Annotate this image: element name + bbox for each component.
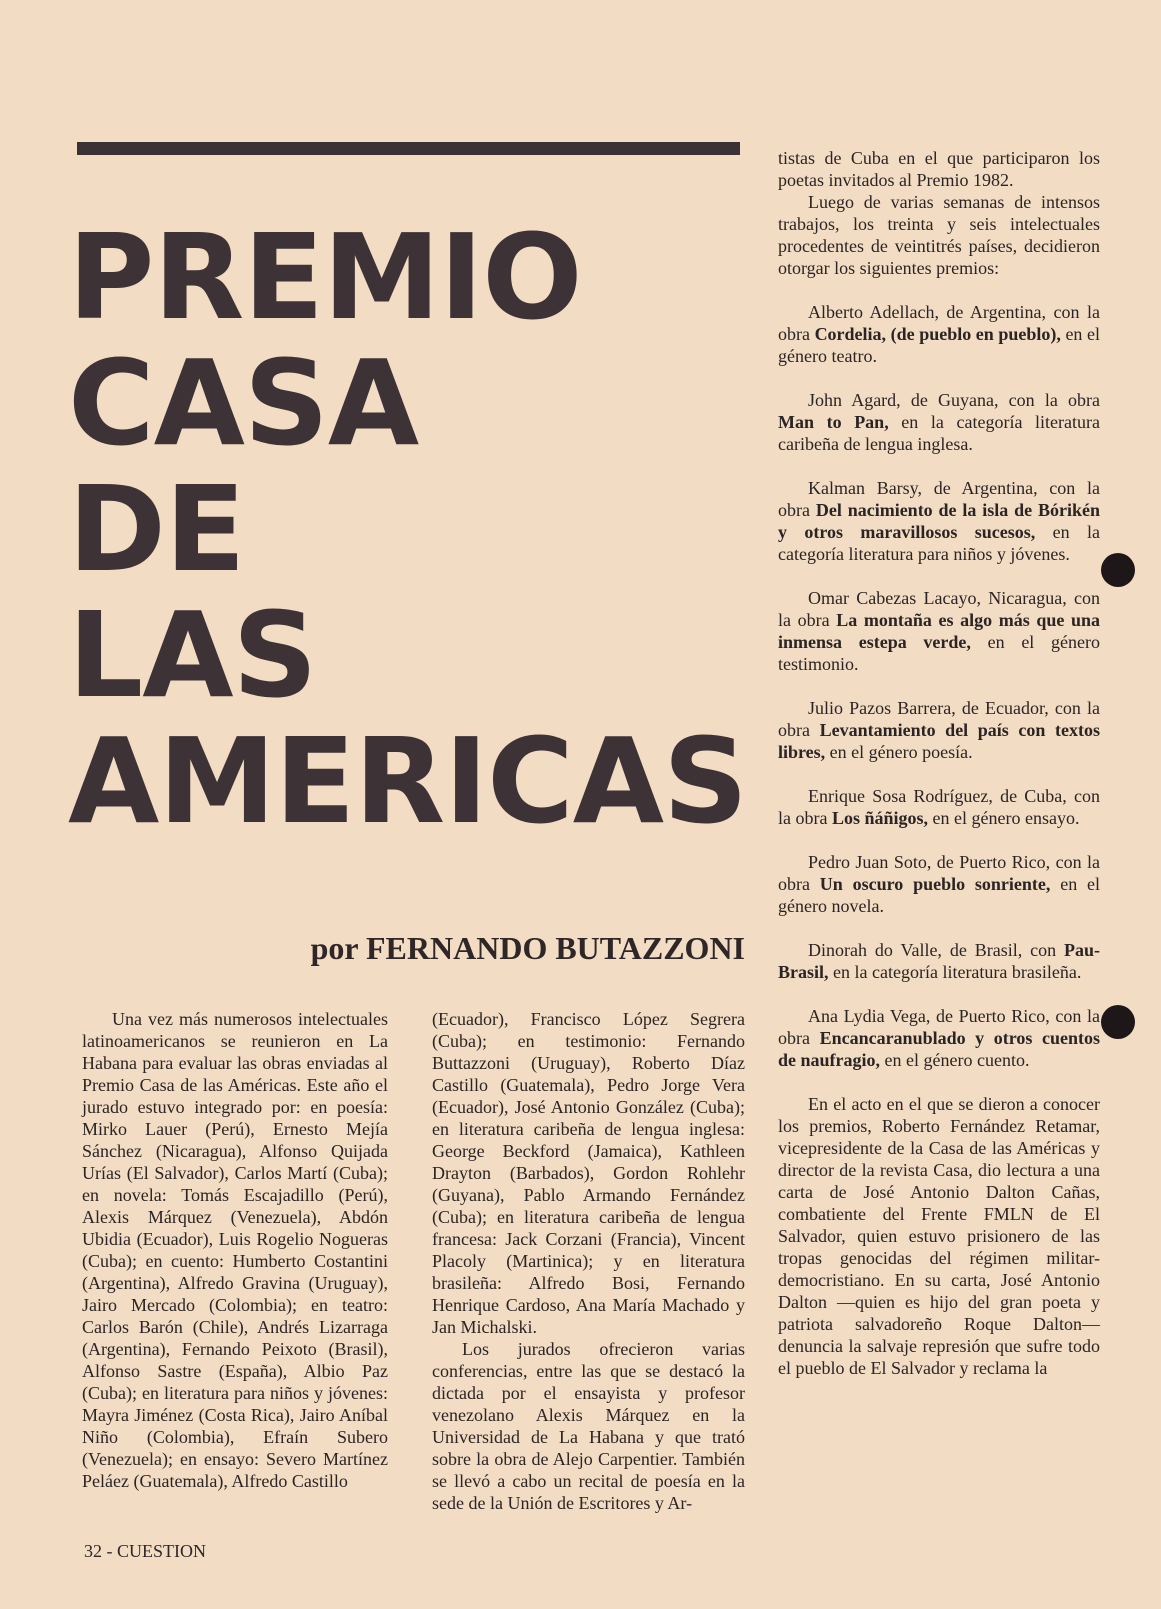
award-entry: [778, 697, 1100, 763]
award-entry: [778, 301, 1100, 367]
award-work: Pau-Brasil,: [778, 940, 1100, 982]
award-entry: [778, 1005, 1100, 1071]
award-entry: [778, 785, 1100, 829]
award-work: Man to Pan,: [778, 412, 889, 432]
award-lead: John Agard, de Guyana, con la obra: [808, 390, 1100, 410]
paragraph: En el acto en el que se dieron a conocer los premios, Roberto Fernández Retamar, vicepresidente de la Casa de las Américas y director de la revista Casa, dio lectura a una carta de José Antonio Dalton Cañas, combatiente del Frente FMLN de El Salvador, quien estuvo prisionero de las tropas genocidas del régimen militar-democristiano. En su carta, José Antonio Dalton —quien es hijo del gran poeta y patriota salvadoreño Roque Dalton— denuncia la salvaje represión que sufre todo el pueblo de El Salvador y reclama la: [778, 1094, 1100, 1378]
title-line: AMERICAS: [68, 712, 748, 850]
award-category: en el género novela.: [778, 874, 1100, 916]
award-work: La montaña es algo más que una inmensa estepa verde,: [778, 610, 1100, 652]
binder-hole-dot: [1101, 1005, 1135, 1039]
award-lead: Alberto Adellach, de Argentina, con la obra: [778, 302, 1100, 344]
award-category: en el género cuento.: [880, 1050, 1030, 1070]
paragraph: Una vez más numerosos intelectuales latinoamericanos se reunieron en La Habana para evaluar las obras enviadas al Premio Casa de las Américas. Este año el jurado estuvo integrado por: en poesía: Mirko Lauer (Perú), Ernesto Mejía Sánchez (Nicaragua), Alfonso Quijada Urías (El Salvador), Carlos Martí (Cuba); en novela: Tomás Escajadillo (Perú), Alexis Márquez (Venezuela), Abdón Ubidia (Ecuador), Luis Rogelio Nogueras (Cuba); en cuento: Humberto Costantini (Argentina), Alfredo Gravina (Uruguay), Jairo Mercado (Colombia); en teatro: Carlos Barón (Chile), Andrés Lizarraga (Argentina), Fernando Peixoto (Brasil), Alfonso Sastre (España), Albio Paz (Cuba); en literatura para niños y jóvenes: Mayra Jiménez (Costa Rica), Jairo Aníbal Niño (Colombia), Efraín Subero (Venezuela); en ensayo: Severo Martínez Peláez (Guatemala), Alfredo Castillo: [82, 1009, 388, 1491]
paragraph: Los jurados ofrecieron varias conferencias, entre las que se destacó la dictada por el ensayista y profesor venezolano Alexis Márquez en la Universidad de La Habana y que trató sobre la obra de Alejo Carpentier. También se llevó a cabo un recital de poesía en la sede de la Unión de Escritores y Ar-: [432, 1339, 745, 1513]
award-category: en la categoría literatura brasileña.: [828, 962, 1082, 982]
title-line: LAS: [68, 586, 317, 724]
page-footer: 32 - CUESTION: [84, 1541, 206, 1561]
award-work: Encancaranublado y otros cuentos de naufragio,: [778, 1028, 1100, 1070]
award-work: Levantamiento del país con textos libres,: [778, 720, 1100, 762]
award-category: en el género ensayo.: [928, 808, 1080, 828]
paragraph: (Ecuador), Francisco López Segrera (Cuba); en testimonio: Fernando Buttazzoni (Uruguay), Roberto Díaz Castillo (Guatemala), Pedro Jorge Vera (Ecuador), José Antonio González (Cuba); en literatura caribeña de lengua inglesa: George Beckford (Jamaica), Kathleen Drayton (Barbados), Gordon Rohlehr (Guyana), Pablo Armando Fernández (Cuba); en literatura caribeña de lengua francesa: Jack Corzani (Francia), Vincent Placoly (Martinica); y en literatura brasileña: Alfredo Bosi, Fernando Henrique Cardoso, Ana María Machado y Jan Michalski.: [432, 1009, 745, 1337]
title-line: PREMIO: [68, 208, 582, 346]
paragraph: tistas de Cuba en el que participaron los poetas invitados al Premio 1982.: [778, 148, 1100, 190]
award-category: en el género testimonio.: [778, 632, 1100, 674]
binder-hole-dot: [1101, 553, 1135, 587]
title-rule: [77, 142, 740, 155]
award-work: Cordelia, (de pueblo en pueblo),: [814, 324, 1061, 344]
award-category: en la categoría literatura para niños y jóvenes.: [778, 522, 1100, 564]
award-work: Del nacimiento de la isla de Bórikén y otros maravillosos sucesos,: [778, 500, 1100, 542]
paragraph: Luego de varias semanas de intensos trabajos, los treinta y seis intelectuales procedentes de veintitrés países, decidieron otorgar los siguientes premios:: [778, 192, 1100, 278]
award-entry: [778, 389, 1100, 455]
award-entry: [778, 477, 1100, 565]
award-category: en el género teatro.: [778, 324, 1100, 366]
award-lead: Ana Lydia Vega, de Puerto Rico, con la obra: [778, 1006, 1100, 1048]
award-work: Los ñáñigos,: [831, 808, 929, 828]
column-1: [82, 1008, 388, 1492]
award-lead: Pedro Juan Soto, de Puerto Rico, con la obra: [778, 852, 1100, 894]
award-entry: [778, 587, 1100, 675]
award-entry: [778, 939, 1100, 983]
column-3: [778, 147, 1100, 1379]
title-line: CASA: [68, 334, 419, 472]
author-byline: por FERNANDO BUTAZZONI: [310, 930, 745, 966]
title-line: DE: [68, 460, 245, 598]
award-lead: Enrique Sosa Rodríguez, de Cuba, con la obra: [778, 786, 1100, 828]
award-lead: Dinorah do Valle, de Brasil, con: [808, 940, 1064, 960]
article-title: [68, 208, 748, 850]
award-lead: Omar Cabezas Lacayo, Nicaragua, con la obra: [778, 588, 1100, 630]
award-entry: [778, 851, 1100, 917]
column-2: [432, 1008, 745, 1514]
award-lead: Kalman Barsy, de Argentina, con la obra: [778, 478, 1100, 520]
award-work: Un oscuro pueblo sonriente,: [819, 874, 1051, 894]
award-lead: Julio Pazos Barrera, de Ecuador, con la obra: [778, 698, 1100, 740]
award-category: en la categoría literatura caribeña de lengua inglesa.: [778, 412, 1100, 454]
award-category: en el género poesía.: [825, 742, 973, 762]
